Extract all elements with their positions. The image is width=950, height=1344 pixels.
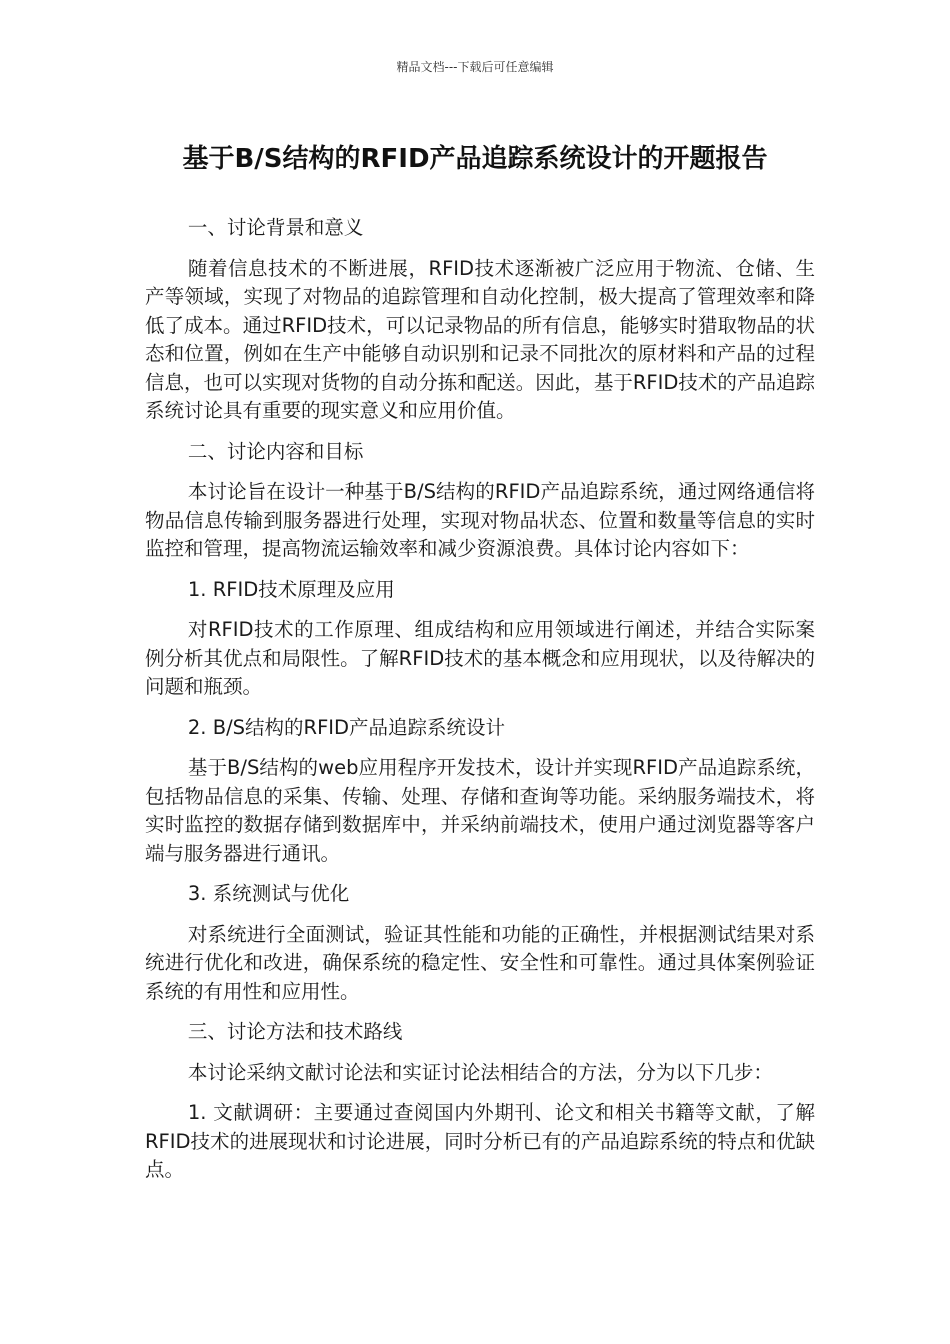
paragraph-rfid-principle: 对RFID技术的工作原理、组成结构和应用领域进行阐述，并结合实际案例分析其优点和局限性。了解RFID技术的基本概念和应用现状，以及待解决的问题和瓶颈。	[145, 618, 815, 698]
paragraph-system-design: 基于B/S结构的web应用程序开发技术，设计并实现RFID产品追踪系统，包括物品信息的采集、传输、处理、存储和查询等功能。采纳服务端技术，将实时监控的数据存储到数据库中，并采纳前端技术，使用户通过浏览器等客户端与服务器进行通讯。	[145, 756, 815, 865]
paragraph-system-testing: 对系统进行全面测试，验证其性能和功能的正确性，并根据测试结果对系统进行优化和改进，确保系统的稳定性、安全性和可靠性。通过具体案例验证系统的有用性和应用性。	[145, 922, 815, 1003]
paragraph-background: 随着信息技术的不断进展，RFID技术逐渐被广泛应用于物流、仓储、生产等领域，实现了对物品的追踪管理和自动化控制，极大提高了管理效率和降低了成本。通过RFID技术，可以记录物品的所有信息，能够实时猎取物品的状态和位置，例如在生产中能够自动识别和记录不同批次的原材料和产品的过程信息，也可以实现对货物的自动分拣和配送。因此，基于RFID技术的产品追踪系统讨论具有重要的现实意义和应用价值。	[145, 256, 815, 422]
subheading-system-testing: 3. 系统测试与优化	[187, 882, 350, 905]
paragraph-content-goals: 本讨论旨在设计一种基于B/S结构的RFID产品追踪系统，通过网络通信将物品信息传输到服务器进行处理，实现对物品状态、位置和数量等信息的实时监控和管理，提高物流运输效率和减少资源浪费。具体讨论内容如下：	[145, 480, 815, 560]
document-title: 基于B/S结构的RFID产品追踪系统设计的开题报告	[182, 144, 768, 174]
document-body	[145, 214, 815, 1197]
section-heading-methods: 三、讨论方法和技术路线	[187, 1020, 403, 1043]
paragraph-literature-review: 1. 文献调研：主要通过查阅国内外期刊、论文和相关书籍等文献，了解RFID技术的进展现状和讨论进展，同时分析已有的产品追踪系统的特点和优缺点。	[145, 1101, 815, 1181]
section-heading-content-goals: 二、讨论内容和目标	[187, 439, 364, 463]
paragraph-methods-intro: 本讨论采纳文献讨论法和实证讨论法相结合的方法，分为以下几步：	[187, 1060, 773, 1084]
subheading-rfid-principle: 1. RFID技术原理及应用	[187, 577, 395, 601]
header-note: 精品文档---下载后可任意编辑	[396, 60, 554, 74]
subheading-system-design: 2. B/S结构的RFID产品追踪系统设计	[187, 715, 506, 739]
section-heading-background: 一、讨论背景和意义	[187, 216, 364, 239]
